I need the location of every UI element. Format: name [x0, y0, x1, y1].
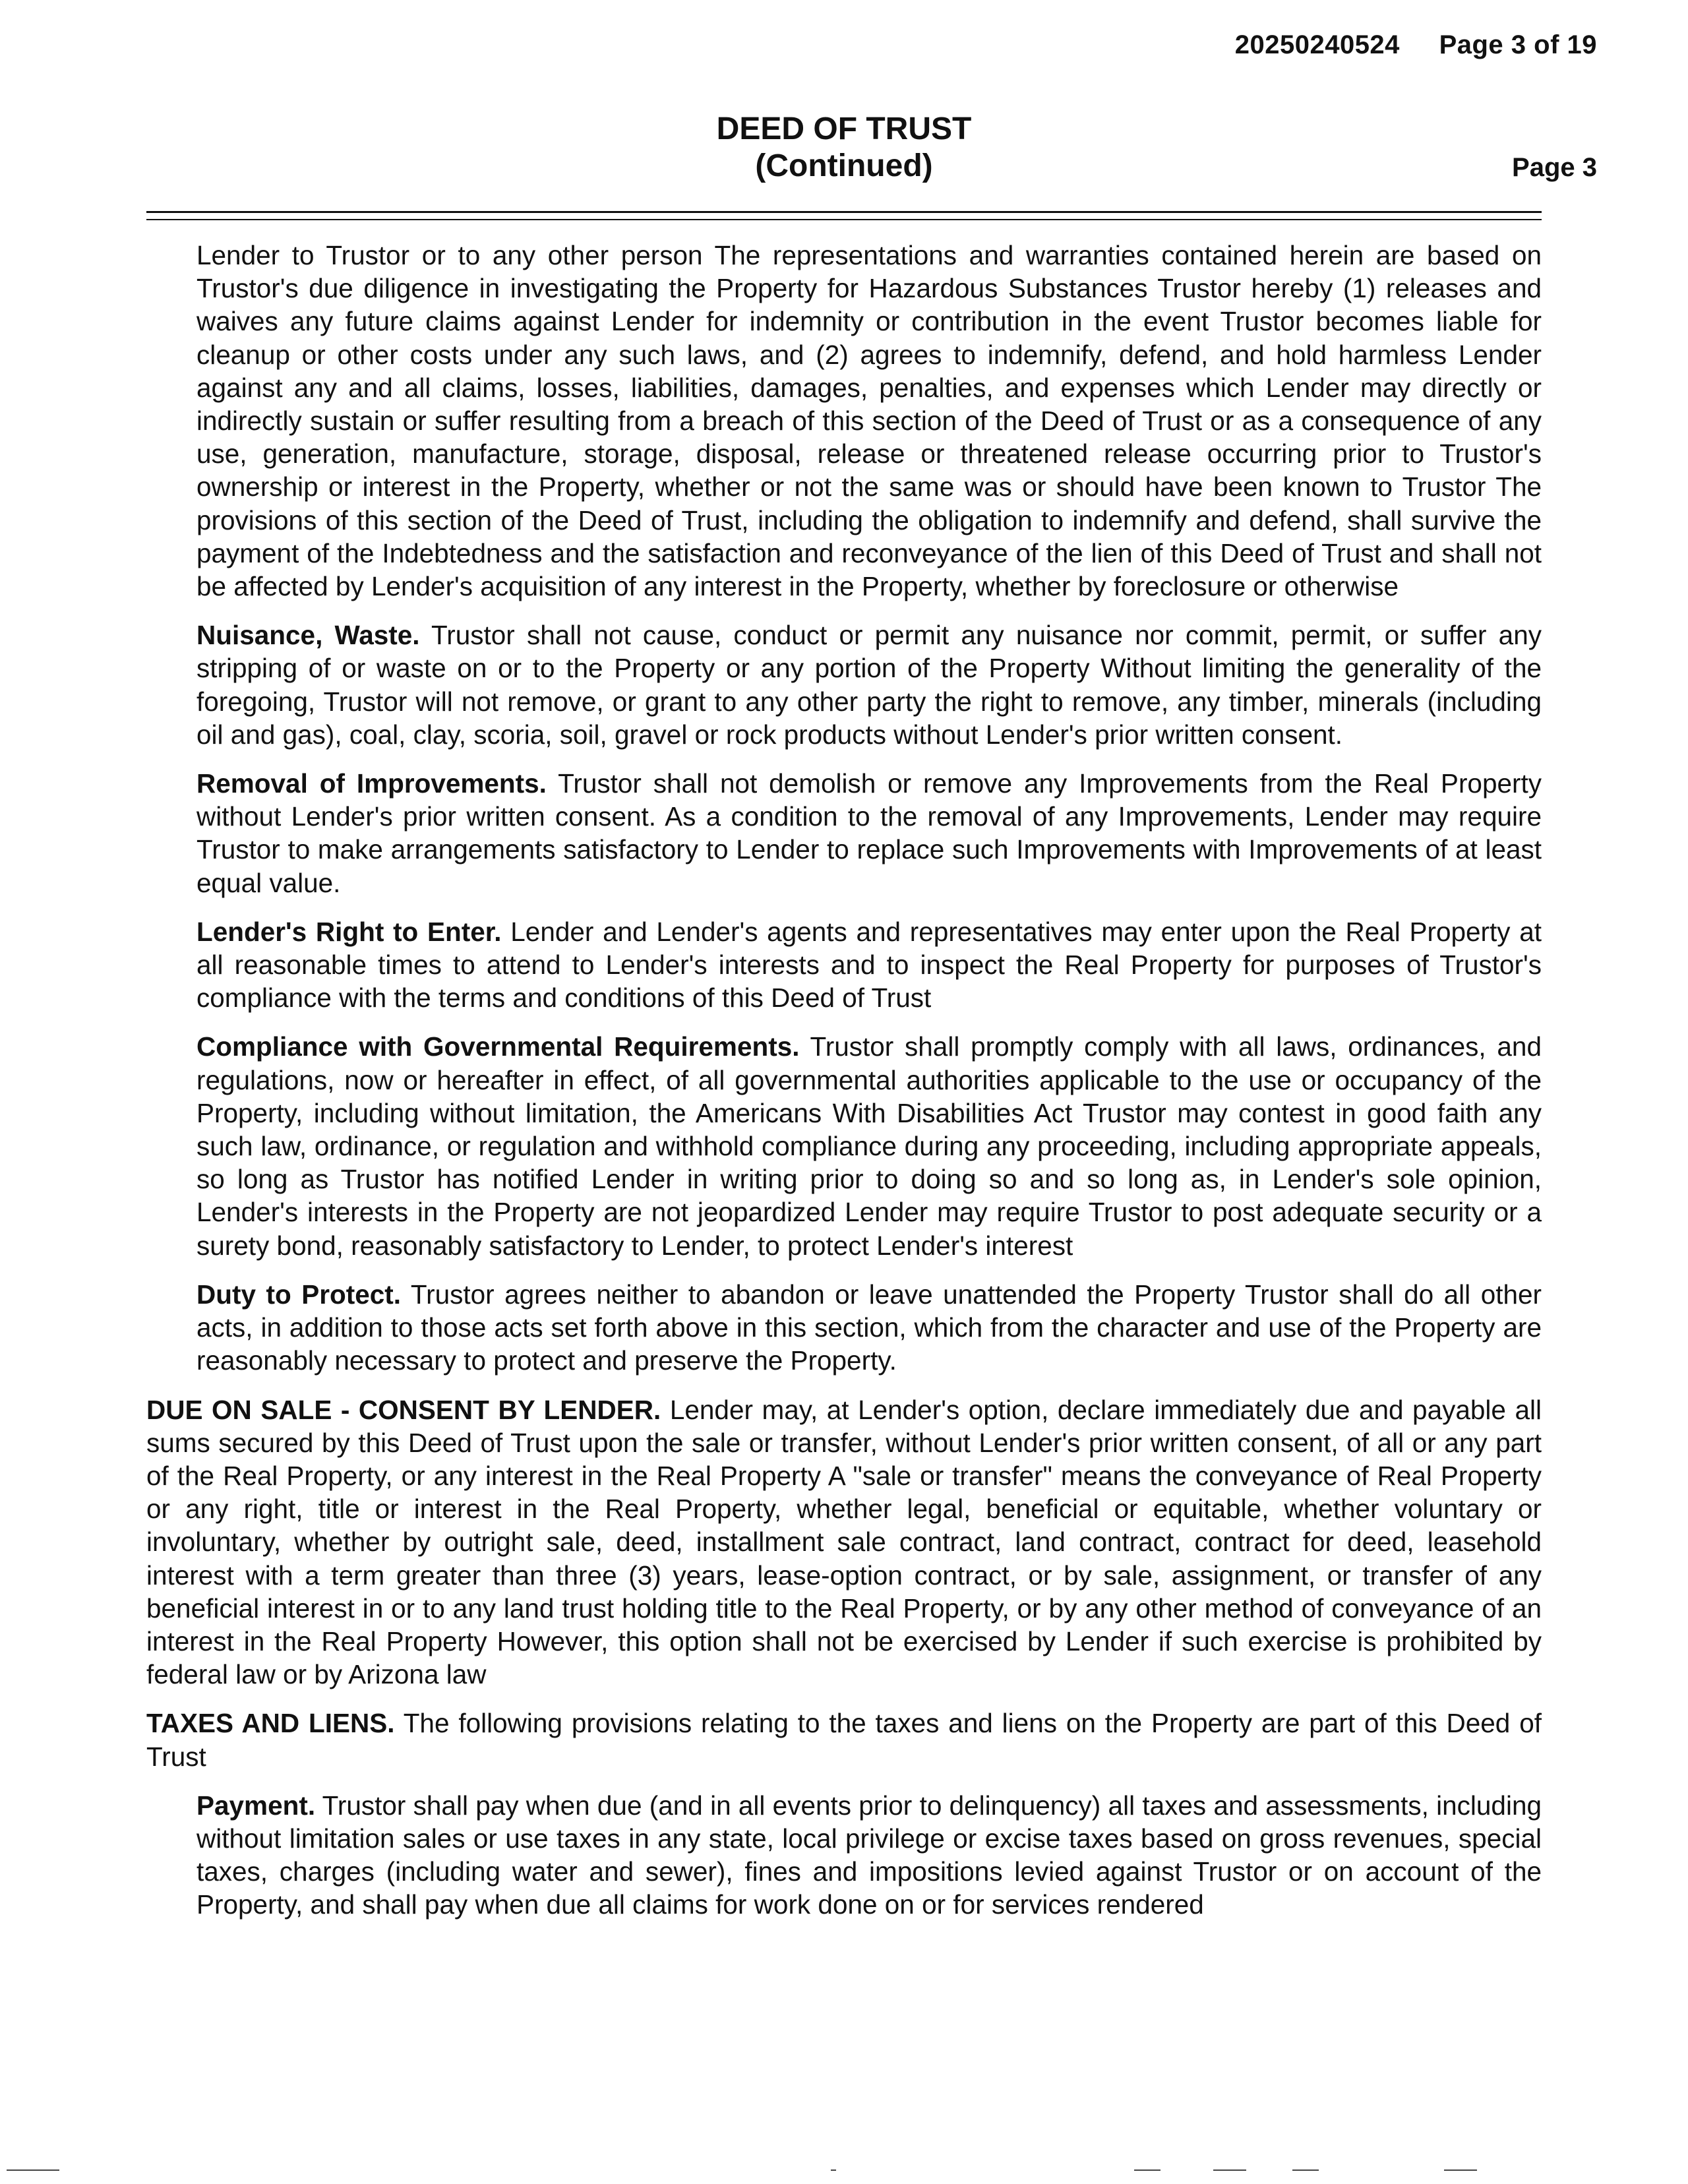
paragraph-heading: Removal of Improvements.: [196, 768, 547, 799]
paragraph-text: Lender may, at Lender's option, declare immediately due and payable all sums secured by this Deed of Trust upon the sale or transfer, without Lender's prior written consent, of all or any part of the Real Property, or any interest in the Real Property A "sale or transfer" means the conveyance of Real Property or any right, title or interest in the Real Property, whether legal, beneficial or equitable, whether voluntary or involuntary, whether by outright sale, deed, installment sale contract, land contract, contract for deed, leasehold interest with a term greater than three (3) years, lease-option contract, or by sale, assignment, or transfer of any beneficial interest in or to any land trust holding title to the Real Property, or by any other method of conveyance of an interest in the Real Property However, this option shall not be exercised by Lender if such exercise is prohibited by federal law or by Arizona law: [146, 1394, 1542, 1690]
paragraph-taxes-and-liens: [146, 1707, 1542, 1773]
paragraph-payment: [196, 1789, 1542, 1922]
document-title: DEED OF TRUST: [716, 111, 972, 146]
paragraph-heading: DUE ON SALE - CONSENT BY LENDER.: [146, 1394, 661, 1425]
paragraph-text: Trustor shall not demolish or remove any Improvements from the Real Property without Lender's prior written consent. As a condition to the removal of any Improvements, Lender may require Trustor to make arrangements satisfactory to Lender to replace such Improvements with Improvements of at least equal value.: [196, 768, 1542, 898]
scan-mark: [1444, 2169, 1477, 2171]
paragraph-text: Trustor shall not cause, conduct or permit any nuisance nor commit, permit, or suffer any stripping of or waste on or to the Property or any portion of the Property Without limiting the generality of the foregoing, Trustor will not remove, or grant to any other party the right to remove, any timber, minerals (including oil and gas), coal, clay, scoria, soil, gravel or rock products without Lender's prior written consent.: [196, 620, 1542, 750]
paragraph-text: Trustor shall promptly comply with all laws, ordinances, and regulations, now or hereafter in effect, of all governmental authorities applicable to the use or occupancy of the Property, including without limitation, the Americans With Disabilities Act Trustor may contest in good faith any such law, ordinance, or regulation and withhold compliance during any proceeding, including appropriate appeals, so long as Trustor has notified Lender in writing prior to doing so and so long as, in Lender's sole opinion, Lender's interests in the Property are not jeopardized Lender may require Trustor to post adequate security or a surety bond, reasonably satisfactory to Lender, to protect Lender's interest: [196, 1031, 1542, 1261]
paragraph-hazardous-continued: [196, 239, 1542, 603]
scan-mark: [1292, 2169, 1319, 2171]
paragraph-text: The following provisions relating to the taxes and liens on the Property are part of this Deed of Trust: [146, 1708, 1542, 1772]
paragraph-text: Lender and Lender's agents and representatives may enter upon the Real Property at all reasonable times to attend to Lender's interests and to inspect the Real Property for purposes of Trustor's compliance with the terms and conditions of this Deed of Trust: [196, 916, 1542, 1014]
recording-number: 20250240524: [1234, 30, 1400, 59]
paragraph-heading: Payment.: [196, 1790, 316, 1821]
paragraph-lenders-right-to-enter: [196, 915, 1542, 1015]
header-rule-bottom: [146, 219, 1542, 220]
document-body: [146, 239, 1542, 1937]
paragraph-text: Lender to Trustor or to any other person The representations and warranties contained herein are based on Trustor's due diligence in investigating the Property for Hazardous Substances Trustor hereby (1) releases and waives any future claims against Lender for indemnity or contribution in the event Trustor becomes liable for cleanup or other costs under any such laws, and (2) agrees to indemnify, defend, and hold harmless Lender against any and all claims, losses, liabilities, damages, penalties, and expenses which Lender may directly or indirectly sustain or suffer resulting from a breach of this section of the Deed of Trust or as a consequence of any use, generation, manufacture, storage, disposal, release or threatened release occurring prior to Trustor's ownership or interest in the Property, whether or not the same was or should have been known to Trustor The provisions of this section of the Deed of Trust, including the obligation to indemnify and defend, shall survive the payment of the Indebtedness and the satisfaction and reconveyance of the lien of this Deed of Trust and shall not be affected by Lender's acquisition of any interest in the Property, whether by foreclosure or otherwise: [196, 240, 1542, 602]
page-label: Page 3: [1512, 153, 1597, 182]
scan-mark: [7, 2169, 59, 2171]
document-subtitle: (Continued): [755, 148, 933, 183]
scan-mark: [1134, 2169, 1160, 2171]
paragraph-duty-to-protect: [196, 1278, 1542, 1378]
scan-artifacts: [0, 2169, 1688, 2176]
header-rule-top: [146, 211, 1542, 213]
paragraph-heading: Compliance with Governmental Requirements.: [196, 1031, 800, 1062]
scan-mark: [1213, 2169, 1246, 2171]
paragraph-due-on-sale: [146, 1393, 1542, 1691]
paragraph-heading: Lender's Right to Enter.: [196, 916, 502, 947]
paragraph-heading: Nuisance, Waste.: [196, 620, 420, 651]
document-title-block: [0, 111, 1688, 185]
paragraph-heading: Duty to Protect.: [196, 1279, 402, 1310]
page-count: Page 3 of 19: [1439, 30, 1597, 59]
paragraph-nuisance-waste: [196, 619, 1542, 751]
recording-header: [1235, 30, 1597, 60]
paragraph-text: Trustor agrees neither to abandon or leave unattended the Property Trustor shall do all other acts, in addition to those acts set forth above in this section, which from the character and use of the Property are reasonably necessary to protect and preserve the Property.: [196, 1279, 1542, 1376]
paragraph-compliance-governmental: [196, 1030, 1542, 1261]
paragraph-text: Trustor shall pay when due (and in all events prior to delinquency) all taxes and assessments, including without limitation sales or use taxes in any state, local privilege or excise taxes based on gross revenues, special taxes, charges (including water and sewer), fines and impositions levied against Trustor or on account of the Property, and shall pay when due all claims for work done on or for services rendered: [196, 1790, 1542, 1920]
paragraph-heading: TAXES AND LIENS.: [146, 1708, 395, 1739]
paragraph-removal-of-improvements: [196, 767, 1542, 899]
scan-mark: [831, 2169, 836, 2171]
